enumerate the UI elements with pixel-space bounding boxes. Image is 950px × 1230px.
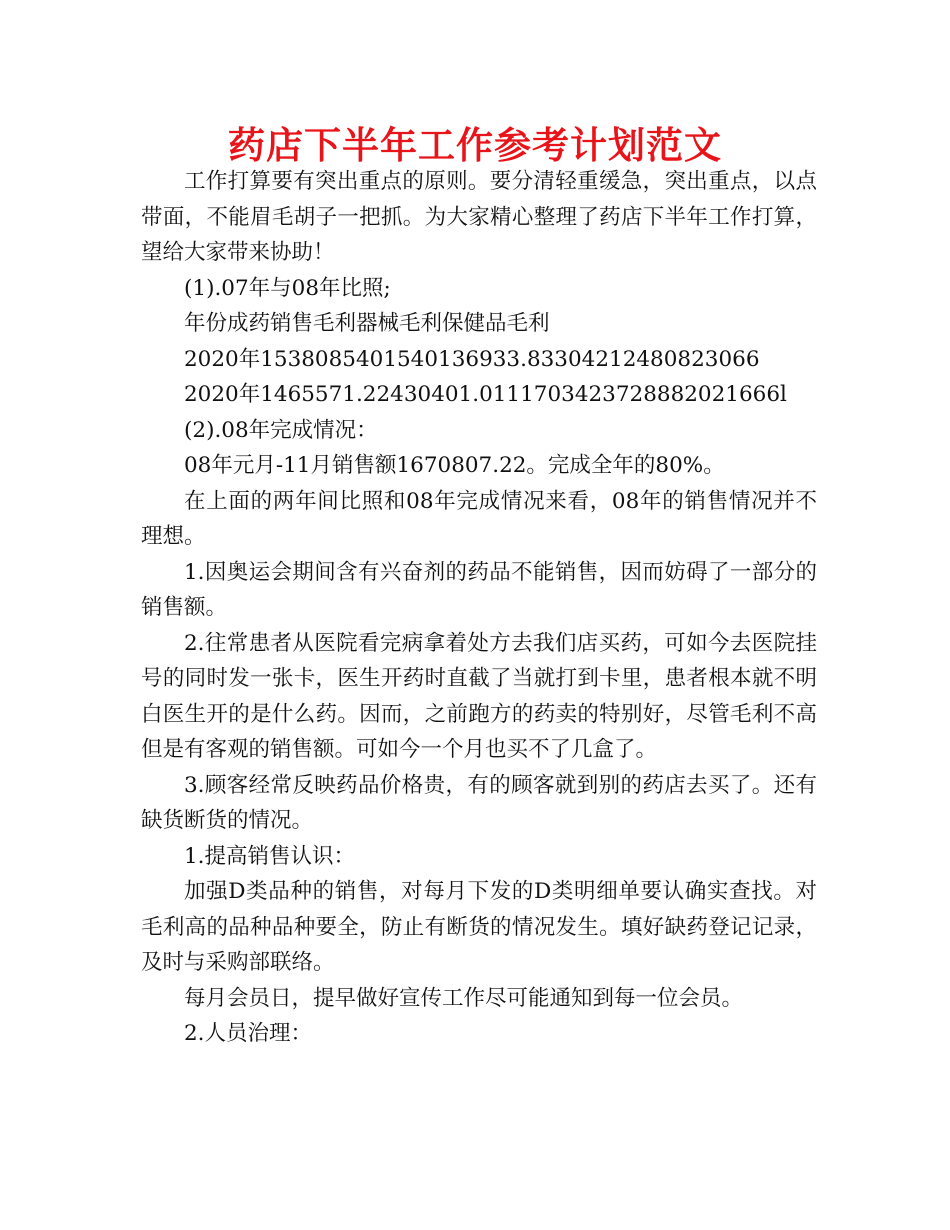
table-header-line: 年份成药销售毛利器械毛利保健品毛利	[184, 311, 550, 336]
reason-1: 1.因奥运会期间含有兴奋剂的药品不能销售，因而妨碍了一部分的销售额。	[141, 559, 817, 620]
reason-2: 2.往常患者从医院看完病拿着处方去我们店买药，可如今去医院挂号的同时发一张卡，医生开药时直截了当就打到卡里，患者根本就不明白医生开的是什么药。因而，之前跑方的药卖的特别好，尽管毛利不高但是有客观的销售额。可如今一个月也买不了几盒了。	[141, 630, 817, 762]
data-line-1: 2020年1538085401540136933.83304212480823066	[184, 346, 760, 372]
analysis-paragraph: 在上面的两年间比照和08年完成情况来看，08年的销售情况并不理想。	[141, 488, 817, 549]
plan-detail-1: 加强D类品种的销售，对每月下发的D类明细单要认确实查找。对毛利高的品种品种要全，防止有断货的情况发生。填好缺药登记记录，及时与采购部联络。	[141, 879, 817, 975]
completion-detail: 08年元月-11月销售额1670807.22。完成全年的80%。	[184, 453, 725, 478]
comparison-heading: (1).07年与08年比照;	[184, 275, 391, 301]
document-title: 药店下半年工作参考计划范文	[228, 124, 722, 167]
data-line-2: 2020年1465571.22430401.0111703423728882021666l	[184, 382, 787, 407]
plan-heading-2: 2.人员治理：	[184, 1021, 313, 1046]
intro-paragraph: 工作打算要有突出重点的原则。要分清轻重缓急，突出重点，以点带面，不能眉毛胡子一把抓。为大家精心整理了药店下半年工作打算，望给大家带来协助！	[141, 169, 817, 265]
plan-detail-2: 每月会员日，提早做好宣传工作尽可能通知到每一位会员。	[184, 985, 744, 1011]
document-body	[141, 164, 817, 1052]
plan-heading-1: 1.提高销售认识：	[184, 843, 356, 869]
completion-heading: (2).08年完成情况：	[184, 417, 378, 443]
reason-3: 3.顾客经常反映药品价格贵，有的顾客就到别的药店去买了。还有缺货断货的情况。	[141, 772, 817, 833]
